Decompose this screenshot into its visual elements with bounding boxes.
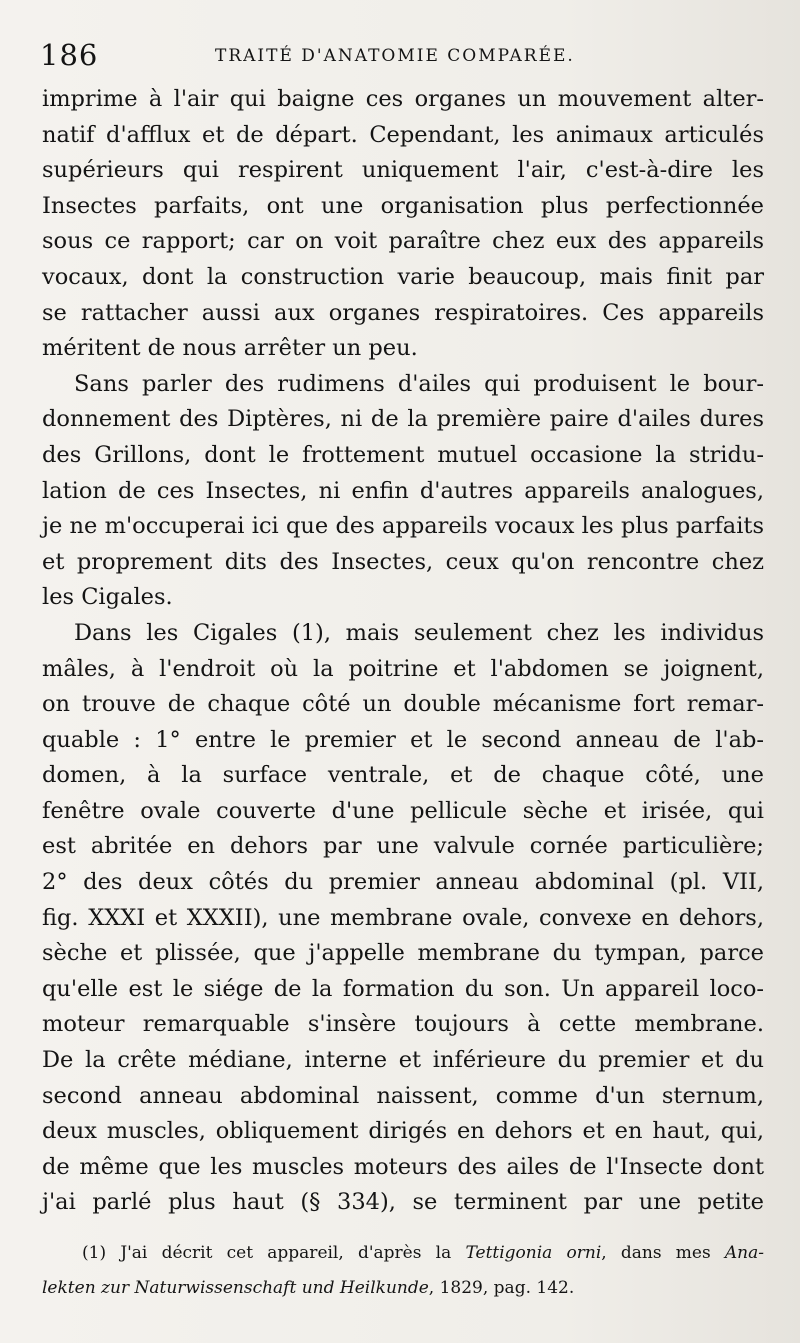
text-line: se rattacher aussi aux organes respiratoires. Ces appareils [42,299,764,326]
footnote-line: lekten zur Naturwissenschaft und Heilkunde, 1829, pag. 142. [42,1278,575,1298]
text-line: moteur remarquable s'insère toujours à cette membrane. [42,1011,764,1038]
text-line: domen, à la surface ventrale, et de chaque côté, une [42,762,764,789]
text-line: quable : 1° entre le premier et le second anneau de l'ab- [42,726,764,753]
text-line: on trouve de chaque côté un double mécanisme fort remar- [42,691,764,718]
text-line: méritent de nous arrêter un peu. [42,335,418,362]
body-text [42,82,764,1221]
page-number: 186 [40,38,99,72]
text-line: Dans les Cigales (1), mais seulement chez les individus [74,619,764,646]
footnote-line: (1) J'ai décrit cet appareil, d'après la Tettigonia orni, dans mes Ana- [82,1243,765,1263]
footnote [42,1236,764,1306]
text-line: Insectes parfaits, ont une organisation plus perfectionnée [42,192,764,219]
text-line: second anneau abdominal naissent, comme d'un sternum, [42,1082,764,1109]
text-line: sèche et plissée, que j'appelle membrane du tympan, parce [42,940,764,967]
page-header [40,38,780,78]
running-title: TRAITÉ D'ANATOMIE COMPARÉE. [215,46,575,66]
text-line: des Grillons, dont le frottement mutuel occasione la stridu- [42,441,764,468]
text-line: natif d'afflux et de départ. Cependant, les animaux articulés [42,121,764,148]
text-line: supérieurs qui respirent uniquement l'air, c'est-à-dire les [42,157,764,184]
text-line: et proprement dits des Insectes, ceux qu'on rencontre chez [42,548,764,575]
text-line: Sans parler des rudimens d'ailes qui produisent le bour- [74,370,764,397]
text-line: j'ai parlé plus haut (§ 334), se terminent par une petite [42,1189,764,1216]
cited-work: lekten zur Naturwissenschaft und Heilkunde [42,1278,429,1298]
text-line: est abritée en dehors par une valvule cornée particulière; [42,833,764,860]
text-line: lation de ces Insectes, ni enfin d'autres appareils analogues, [42,477,764,504]
text-line: je ne m'occuperai ici que des appareils vocaux les plus parfaits [42,513,764,540]
text-line: imprime à l'air qui baigne ces organes un mouvement alter- [42,86,764,112]
text-line: vocaux, dont la construction varie beaucoup, mais finit par [42,263,764,290]
text-line: mâles, à l'endroit où la poitrine et l'abdomen se joignent, [42,655,764,682]
text-line: de même que les muscles moteurs des ailes de l'Insecte dont [42,1153,764,1180]
text-line: sous ce rapport; car on voit paraître chez eux des appareils [42,228,764,255]
text-line: deux muscles, obliquement dirigés en dehors et en haut, qui, [42,1118,764,1145]
text-line: fenêtre ovale couverte d'une pellicule sèche et irisée, qui [42,797,764,824]
text-line: De la crête médiane, interne et inférieure du premier et du [42,1047,764,1074]
text-line: fig. XXXI et XXXII), une membrane ovale, convexe en dehors, [42,904,764,931]
text-line: les Cigales. [42,584,173,611]
footnote-marker: (1) [82,1243,107,1263]
species-name: Tettigonia orni [465,1243,602,1263]
text-line: donnement des Diptères, ni de la première paire d'ailes dures [42,406,764,433]
text-line: qu'elle est le siége de la formation du son. Un appareil loco- [42,975,764,1002]
text-line: 2° des deux côtés du premier anneau abdominal (pl. VII, [42,869,764,896]
